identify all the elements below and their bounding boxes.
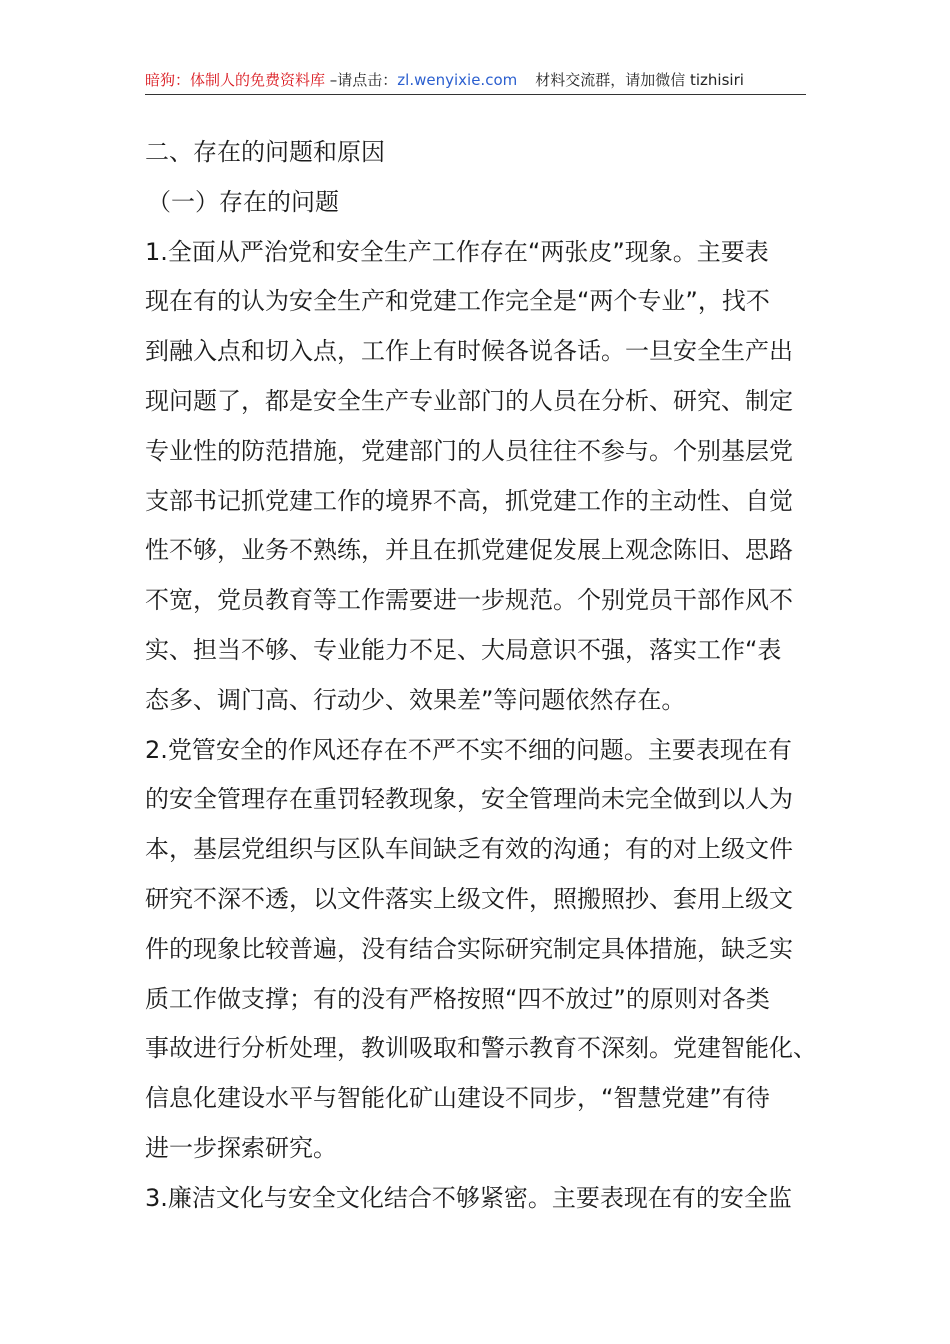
paragraph-line: 进一步探索研究。	[145, 1133, 337, 1162]
paragraph-line: 2.党管安全的作风还存在不严不实不细的问题。主要表现在有	[145, 735, 792, 764]
paragraph-line: 质工作做支撑；有的没有严格按照“四不放过”的原则对各类	[145, 984, 770, 1013]
paragraph-line: 到融入点和切入点，工作上有时候各说各话。一旦安全生产出	[145, 337, 793, 366]
paragraph-line: 不宽，党员教育等工作需要进一步规范。个别党员干部作风不	[145, 586, 793, 615]
paragraph-line: 1.全面从严治党和安全生产工作存在“两张皮”现象。主要表	[145, 237, 769, 266]
paragraph-line: 支部书记抓党建工作的境界不高，抓党建工作的主动性、自觉	[145, 486, 793, 515]
header-brand-text: 暗狗：体制人的免费资料库	[145, 71, 326, 89]
paragraph-line: 本，基层党组织与区队车间缺乏有效的沟通；有的对上级文件	[145, 835, 793, 864]
header-link[interactable]: zl.wenyixie.com	[397, 71, 518, 89]
paragraph-line: 现在有的认为安全生产和党建工作完全是“两个专业”，找不	[145, 287, 770, 316]
paragraph-line: 研究不深不透，以文件落实上级文件，照搬照抄、套用上级文	[145, 884, 793, 913]
paragraph-line: 的安全管理存在重罚轻教现象，安全管理尚未完全做到以人为	[145, 785, 793, 814]
paragraph-line: 态多、调门高、行动少、效果差”等问题依然存在。	[145, 685, 686, 714]
paragraph-line: 事故进行分析处理，教训吸取和警示教育不深刻。党建智能化、	[145, 1034, 817, 1063]
paragraph-line: 现问题了，都是安全生产专业部门的人员在分析、研究、制定	[145, 386, 793, 415]
paragraph-line: 信息化建设水平与智能化矿山建设不同步，“智慧党建”有待	[145, 1084, 770, 1113]
paragraph-line: 性不够，业务不熟练，并且在抓党建促发展上观念陈旧、思路	[145, 536, 793, 565]
section-heading: 二、存在的问题和原因	[145, 138, 385, 166]
document-body	[145, 128, 817, 1224]
page-header	[145, 66, 806, 95]
paragraph-line: 3.廉洁文化与安全文化结合不够紧密。主要表现在有的安全监	[145, 1183, 792, 1212]
header-prompt-text: –请点击：	[325, 71, 398, 89]
paragraph-line: 实、担当不够、专业能力不足、大局意识不强，落实工作“表	[145, 635, 782, 664]
subsection-heading: （一）存在的问题	[147, 187, 339, 216]
header-contact-text: 材料交流群，请加微信 tizhisiri	[535, 71, 744, 89]
paragraph-line: 专业性的防范措施，党建部门的人员往往不参与。个别基层党	[145, 436, 793, 465]
paragraph-line: 件的现象比较普遍，没有结合实际研究制定具体措施，缺乏实	[145, 934, 793, 963]
